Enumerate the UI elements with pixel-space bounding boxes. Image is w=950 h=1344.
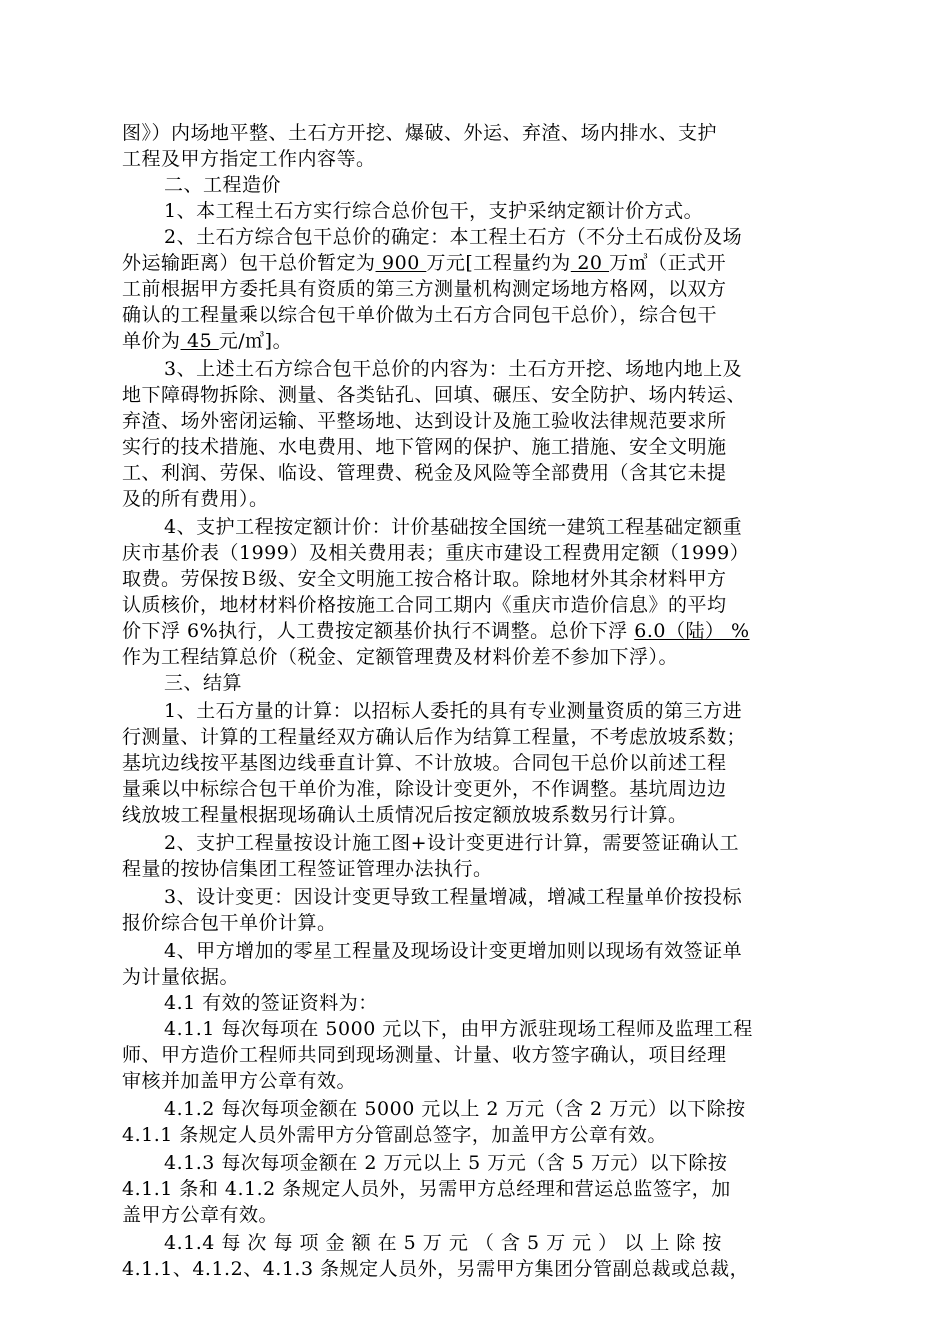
paragraph-4-1-2 bbox=[122, 1096, 836, 1148]
text-line: 4.1.1、4.1.2、4.1.3 条规定人员外，另需甲方集团分管副总裁或总裁， bbox=[122, 1258, 750, 1280]
text-line: 庆市基价表（1999）及相关费用表；重庆市建设工程费用定额（1999） bbox=[122, 542, 750, 564]
text-line: 行测量、计算的工程量经双方确认后作为结算工程量，不考虑放坡系数； bbox=[122, 726, 747, 748]
document-body bbox=[122, 120, 836, 1282]
paragraph-settlement-3 bbox=[122, 884, 836, 936]
text-line: 4、甲方增加的零星工程量及现场设计变更增加则以现场有效签证单 bbox=[164, 940, 743, 962]
text-line: 4.1.1 每次每项在 5000 元以下，由甲方派驻现场工程师及监理工程 bbox=[164, 1018, 753, 1040]
text-line: 图》）内场地平整、土石方开挖、爆破、外运、弃渣、场内排水、支护 bbox=[122, 122, 718, 144]
text-line: 4.1.1 条规定人员外需甲方分管副总签字，加盖甲方公章有效。 bbox=[122, 1124, 667, 1146]
paragraph-settlement-1 bbox=[122, 698, 836, 828]
paragraph-cost-2 bbox=[122, 224, 836, 354]
text-line: 弃渣、场外密闭运输、平整场地、达到设计及施工验收法律规范要求所 bbox=[122, 410, 727, 432]
text-segment: 万㎥（正式开 bbox=[609, 252, 727, 274]
text-line: 工前根据甲方委托具有资质的第三方测量机构测定场地方格网，以双方 bbox=[122, 278, 727, 300]
text-line: 程量的按协信集团工程签证管理办法执行。 bbox=[122, 858, 493, 880]
text-segment: 元/㎥]。 bbox=[218, 330, 293, 352]
text-line: 4.1.4 每 次 每 项 金 额 在 5 万 元 （ 含 5 万 元 ） 以 上 除 按 bbox=[164, 1232, 722, 1254]
text-line: 认质核价，地材材料价格按施工合同工期内《重庆市造价信息》的平均 bbox=[122, 594, 727, 616]
heading-text: 二、工程造价 bbox=[164, 174, 282, 196]
paragraph-settlement-2 bbox=[122, 830, 836, 882]
underlined-value: 6.0（陆） % bbox=[634, 620, 750, 642]
text-line: 师、甲方造价工程师共同到现场测量、计量、收方签字确认，项目经理 bbox=[122, 1044, 727, 1066]
text-line: 地下障碍物拆除、测量、各类钻孔、回填、碾压、安全防护、场内转运、 bbox=[122, 384, 747, 406]
paragraph-settlement-4 bbox=[122, 938, 836, 990]
text-line bbox=[122, 250, 836, 276]
text-segment: 单价为 bbox=[122, 330, 181, 352]
underlined-value: 900 bbox=[375, 252, 427, 274]
text-line: 4.1.1 条和 4.1.2 条规定人员外，另需甲方总经理和营运总监签字，加 bbox=[122, 1178, 731, 1200]
text-line: 3、设计变更：因设计变更导致工程量增减，增减工程量单价按投标 bbox=[164, 886, 743, 908]
text-line: 4.1.3 每次每项金额在 2 万元以上 5 万元（含 5 万元）以下除按 bbox=[164, 1152, 728, 1174]
text-line: 4.1.2 每次每项金额在 5000 元以上 2 万元（含 2 万元）以下除按 bbox=[164, 1098, 746, 1120]
text-line: 实行的技术措施、水电费用、地下管网的保护、施工措施、安全文明施 bbox=[122, 436, 727, 458]
heading-text: 三、结算 bbox=[164, 672, 243, 694]
text-line bbox=[122, 328, 836, 354]
text-line: 及的所有费用）。 bbox=[122, 488, 269, 510]
section-heading-settlement bbox=[122, 670, 836, 696]
text-line: 盖甲方公章有效。 bbox=[122, 1204, 279, 1226]
text-segment: 外运输距离）包干总价暂定为 bbox=[122, 252, 376, 274]
paragraph-cost-3 bbox=[122, 356, 836, 512]
paragraph-cost-4 bbox=[122, 514, 836, 670]
text-line: 报价综合包干单价计算。 bbox=[122, 912, 337, 934]
paragraph-4-1-4 bbox=[122, 1230, 836, 1282]
text-line: 作为工程结算总价（税金、定额管理费及材料价差不参加下浮）。 bbox=[122, 646, 679, 668]
paragraph-4-1 bbox=[122, 990, 836, 1016]
underlined-value: 20 bbox=[570, 252, 610, 274]
paragraph-4-1-3 bbox=[122, 1150, 836, 1228]
text-line: 1、本工程土石方实行综合总价包干，支护采纳定额计价方式。 bbox=[164, 200, 704, 222]
text-line: 基坑边线按平基图边线垂直计算、不计放坡。合同包干总价以前述工程 bbox=[122, 752, 727, 774]
text-line: 线放坡工程量根据现场确认土质情况后按定额放坡系数另行计算。 bbox=[122, 804, 688, 826]
text-line: 4、支护工程按定额计价：计价基础按全国统一建筑工程基础定额重 bbox=[164, 516, 743, 538]
text-line: 2、支护工程量按设计施工图+设计变更进行计算，需要签证确认工 bbox=[164, 832, 740, 854]
text-segment: 万元[工程量约为 bbox=[426, 252, 571, 274]
text-line: 3、上述土石方综合包干总价的内容为：土石方开挖、场地内地上及 bbox=[164, 358, 743, 380]
paragraph-4-1-1 bbox=[122, 1016, 836, 1094]
text-segment: 价下浮 6%执行，人工费按定额基价执行不调整。总价下浮 bbox=[122, 620, 635, 642]
text-line: 取费。劳保按Ｂ级、安全文明施工按合格计取。除地材外其余材料甲方 bbox=[122, 568, 727, 590]
paragraph-scope bbox=[122, 120, 836, 172]
text-line: 工程及甲方指定工作内容等。 bbox=[122, 148, 376, 170]
underlined-value: 45 bbox=[180, 330, 219, 352]
section-heading-cost bbox=[122, 172, 836, 198]
text-line: 工、利润、劳保、临设、管理费、税金及风险等全部费用（含其它未提 bbox=[122, 462, 727, 484]
text-line bbox=[122, 618, 836, 644]
paragraph-cost-1 bbox=[122, 198, 836, 224]
text-line: 为计量依据。 bbox=[122, 966, 240, 988]
text-line: 审核并加盖甲方公章有效。 bbox=[122, 1070, 357, 1092]
text-line: 1、土石方量的计算：以招标人委托的具有专业测量资质的第三方进 bbox=[164, 700, 743, 722]
text-line: 确认的工程量乘以综合包干单价做为土石方合同包干总价），综合包干 bbox=[122, 304, 718, 326]
text-line: 4.1 有效的签证资料为： bbox=[164, 992, 378, 1014]
text-line: 2、土石方综合包干总价的确定：本工程土石方（不分土石成份及场 bbox=[164, 226, 743, 248]
text-line: 量乘以中标综合包干单价为准，除设计变更外，不作调整。基坑周边边 bbox=[122, 778, 727, 800]
